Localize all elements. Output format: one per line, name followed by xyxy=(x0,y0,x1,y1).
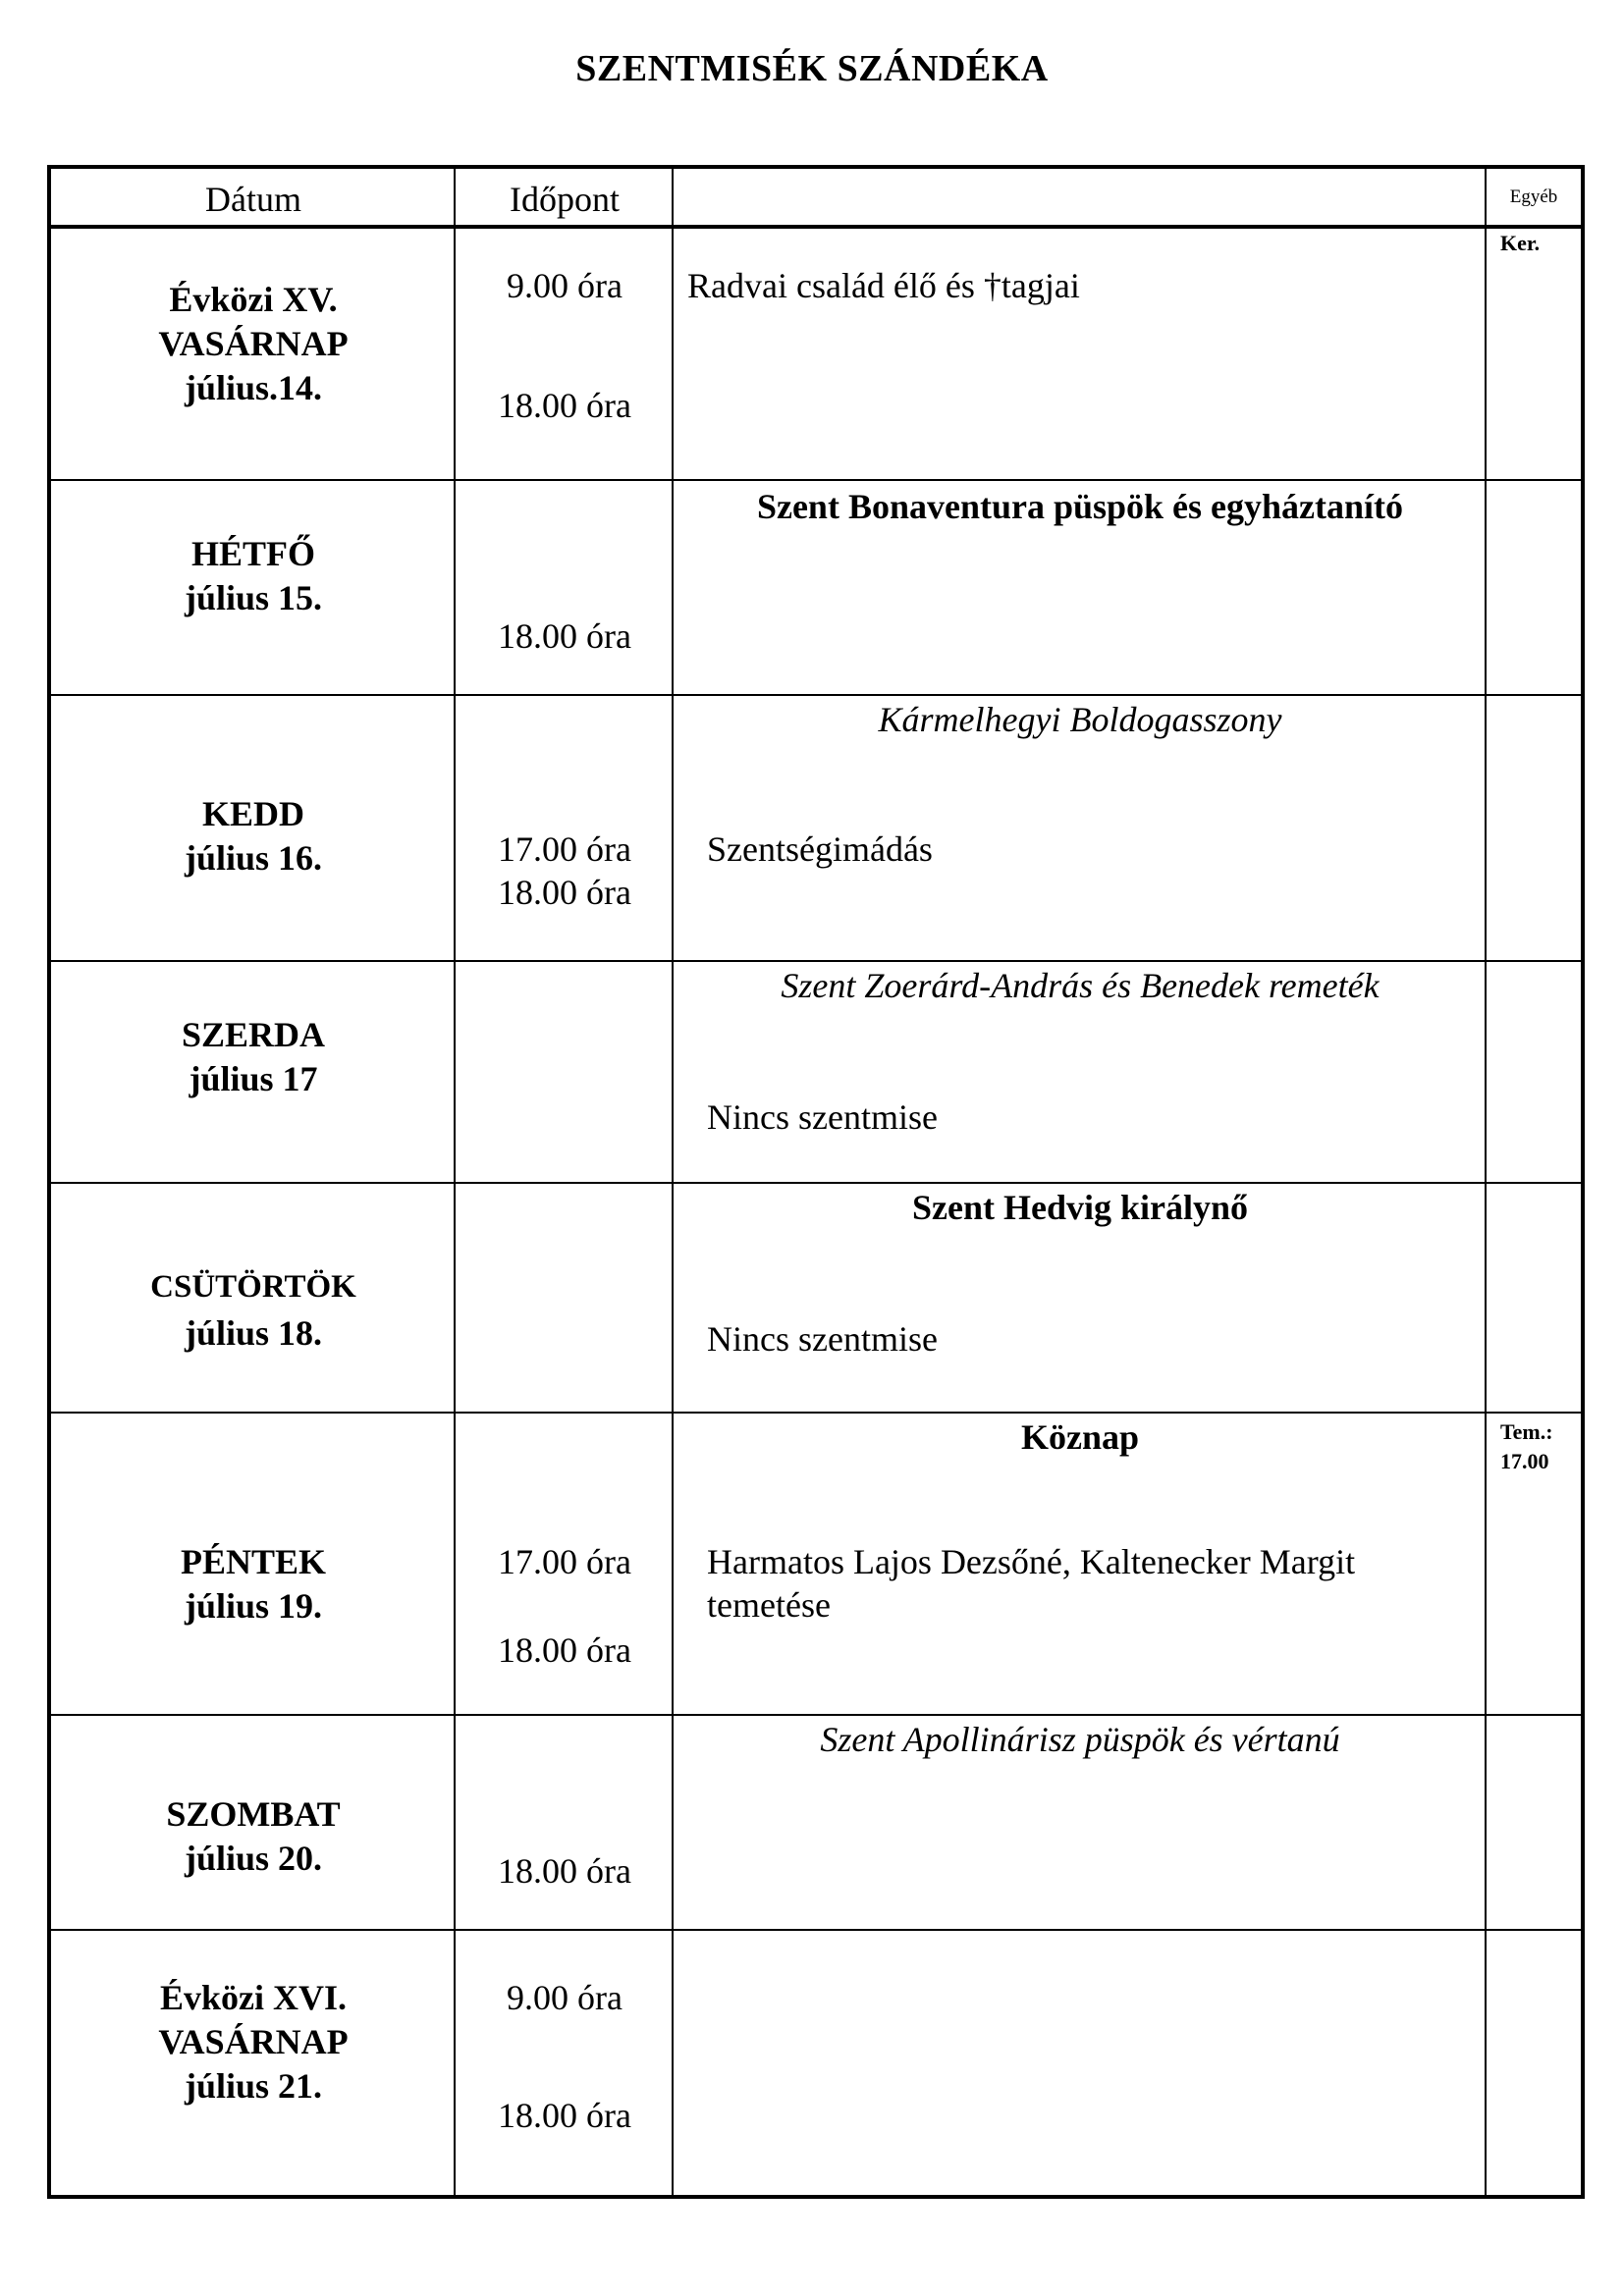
header-date: Dátum xyxy=(205,180,301,219)
table-row xyxy=(51,1184,1581,1412)
other-note: Tem.: 17.00 xyxy=(1500,1419,1553,1473)
other-note: Ker. xyxy=(1500,231,1541,255)
mass-time: 18.00 óra xyxy=(498,1630,631,1670)
mass-time: 18.00 óra xyxy=(498,386,631,425)
table-header-row xyxy=(51,169,1581,225)
header-other: Egyéb xyxy=(1509,187,1558,207)
mass-time: 17.00 óra xyxy=(498,829,631,869)
mass-intention: Radvai család élő és †tagjai xyxy=(687,266,1080,305)
mass-intention: Szentségimádás xyxy=(707,829,933,869)
mass-time: 9.00 óra xyxy=(507,1978,623,2017)
mass-intention: Nincs szentmise xyxy=(707,1319,938,1359)
feast-title: Köznap xyxy=(1020,1417,1140,1457)
table-row xyxy=(51,1716,1581,1929)
mass-time: 18.00 óra xyxy=(498,2096,631,2135)
feast-title: Szent Apollinárisz püspök és vértanú xyxy=(820,1720,1340,1759)
date-label: KEDD július 16. xyxy=(184,794,323,878)
mass-time: 18.00 óra xyxy=(498,873,631,912)
date-label: HÉTFŐ július 15. xyxy=(184,534,323,617)
date-label: Évközi XVI. VASÁRNAP július 21. xyxy=(158,1978,349,2106)
page-title: SZENTMISÉK SZÁNDÉKA xyxy=(575,48,1049,89)
feast-title: Szent Bonaventura püspök és egyháztanító xyxy=(756,487,1404,526)
date-label: CSÜTÖRTÖK július 18. xyxy=(150,1269,356,1353)
table-row xyxy=(51,481,1581,694)
mass-time: 18.00 óra xyxy=(498,1851,631,1891)
table-row xyxy=(51,227,1581,479)
mass-schedule-table xyxy=(47,165,1585,2199)
table-row xyxy=(51,1931,1581,2195)
mass-time: 17.00 óra xyxy=(498,1542,631,1581)
feast-title: Szent Zoerárd-András és Benedek remeték xyxy=(781,966,1380,1005)
table-row xyxy=(51,1414,1581,1714)
mass-intention: Nincs szentmise xyxy=(707,1097,938,1137)
header-time: Időpont xyxy=(510,180,620,219)
feast-title: Szent Hedvig királynő xyxy=(911,1188,1249,1227)
date-label: SZERDA július 17 xyxy=(181,1015,326,1098)
feast-title: Kármelhegyi Boldogasszony xyxy=(878,700,1282,739)
date-label: SZOMBAT július 20. xyxy=(166,1794,341,1878)
table-row xyxy=(51,962,1581,1182)
mass-time: 9.00 óra xyxy=(507,266,623,305)
date-label: PÉNTEK július 19. xyxy=(180,1542,327,1626)
mass-intention: Harmatos Lajos Dezsőné, Kaltenecker Margit temetése xyxy=(707,1542,1356,1625)
table-row xyxy=(51,696,1581,960)
mass-time: 18.00 óra xyxy=(498,616,631,656)
date-label: Évközi XV. VASÁRNAP július.14. xyxy=(158,280,349,407)
